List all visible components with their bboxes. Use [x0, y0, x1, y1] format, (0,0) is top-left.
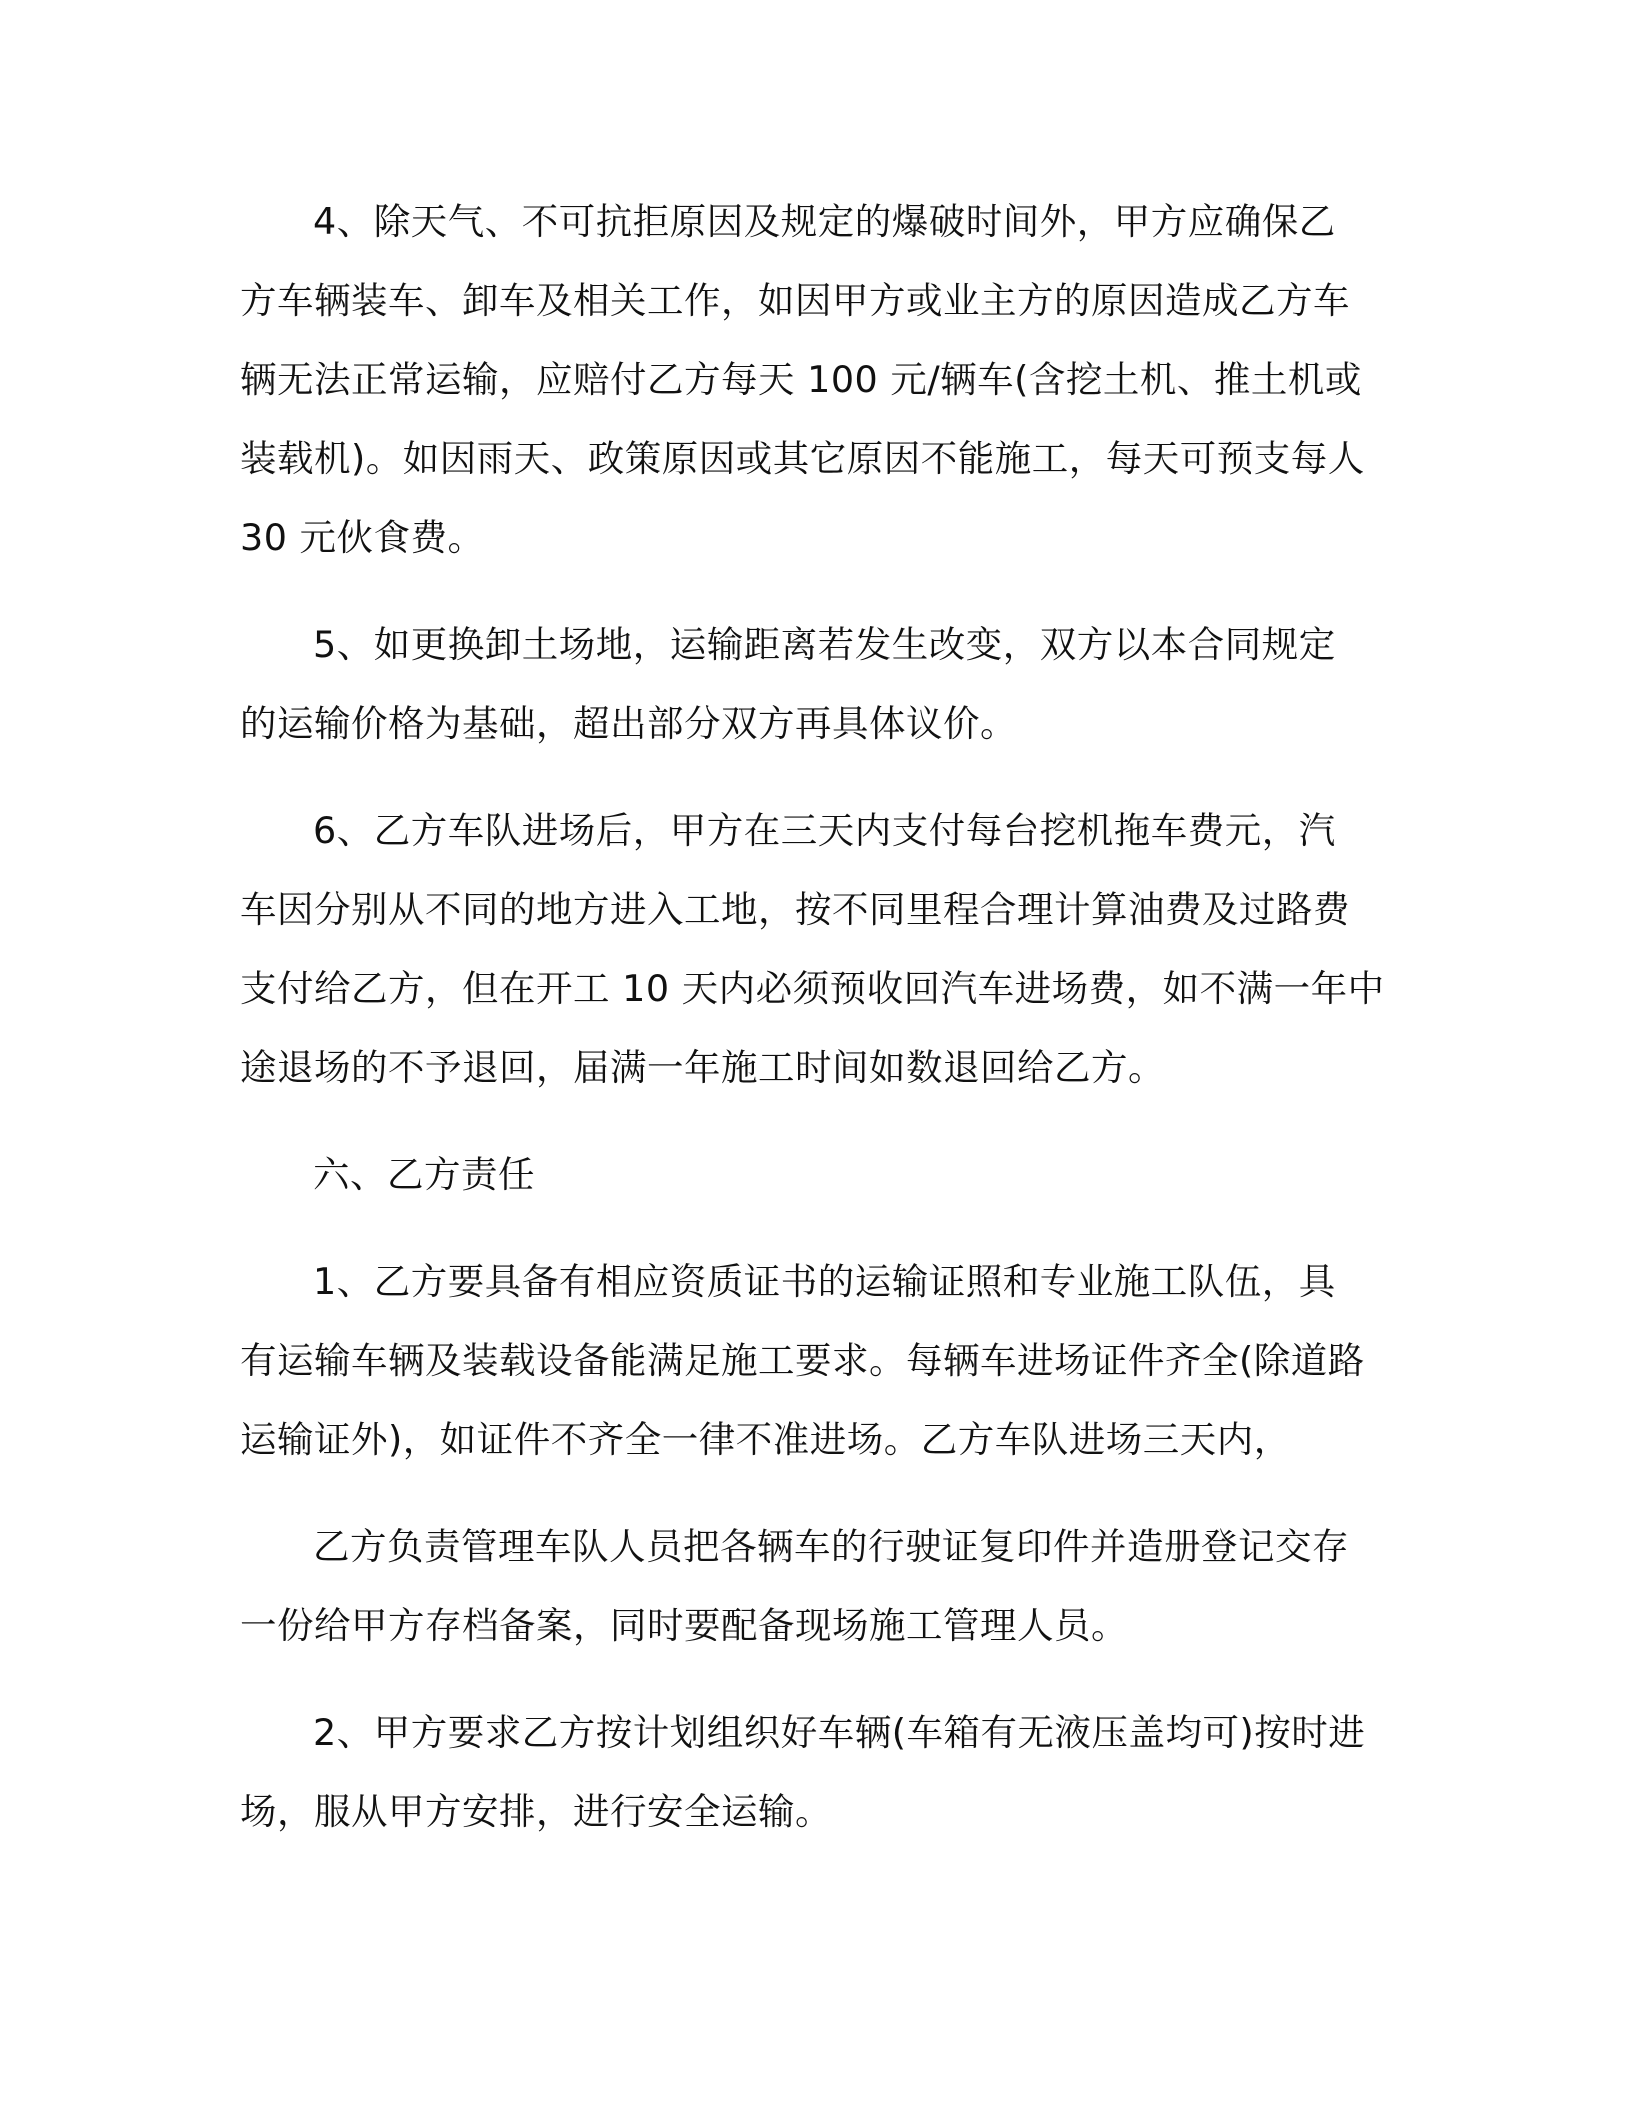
text-line: 途退场的不予退回，届满一年施工时间如数退回给乙方。 [240, 1046, 1165, 1089]
clause-6-paragraph [240, 791, 1390, 1107]
text-line: 有运输车辆及装载设备能满足施工要求。每辆车进场证件齐全(除道路 [240, 1339, 1365, 1382]
text-line: 乙方负责管理车队人员把各辆车的行驶证复印件并造册登记交存 [313, 1525, 1349, 1568]
text-line: 支付给乙方，但在开工 10 天内必须预收回汽车进场费，如不满一年中 [240, 967, 1385, 1010]
clause-4-paragraph [240, 182, 1390, 577]
text-line: 30 元伙食费。 [240, 516, 485, 559]
text-line: 方车辆装车、卸车及相关工作，如因甲方或业主方的原因造成乙方车 [240, 279, 1350, 322]
text-line: 车因分别从不同的地方进入工地，按不同里程合理计算油费及过路费 [240, 888, 1350, 931]
text-line: 2、甲方要求乙方按计划组织好车辆(车箱有无液压盖均可)按时进 [313, 1711, 1366, 1754]
text-line: 的运输价格为基础，超出部分双方再具体议价。 [240, 702, 1017, 745]
responsibility-2-paragraph [240, 1693, 1390, 1851]
text-line: 装载机)。如因雨天、政策原因或其它原因不能施工，每天可预支每人 [240, 437, 1365, 480]
clause-5-paragraph [240, 605, 1390, 763]
text-line: 6、乙方车队进场后，甲方在三天内支付每台挖机拖车费元，汽 [313, 809, 1336, 852]
text-line: 1、乙方要具备有相应资质证书的运输证照和专业施工队伍，具 [313, 1260, 1336, 1303]
responsibility-1-continued-paragraph [240, 1507, 1390, 1665]
text-line: 辆无法正常运输，应赔付乙方每天 100 元/辆车(含挖土机、推土机或 [240, 358, 1362, 401]
document-body [240, 182, 1390, 1879]
text-line: 5、如更换卸土场地，运输距离若发生改变，双方以本合同规定 [313, 623, 1336, 666]
text-line: 一份给甲方存档备案，同时要配备现场施工管理人员。 [240, 1604, 1128, 1647]
responsibility-1-paragraph [240, 1242, 1390, 1479]
section-heading: 六、乙方责任 [313, 1153, 535, 1196]
text-line: 场，服从甲方安排，进行安全运输。 [240, 1790, 832, 1833]
text-line: 4、除天气、不可抗拒原因及规定的爆破时间外，甲方应确保乙 [313, 200, 1336, 243]
text-line: 运输证外)，如证件不齐全一律不准进场。乙方车队进场三天内， [240, 1418, 1291, 1461]
